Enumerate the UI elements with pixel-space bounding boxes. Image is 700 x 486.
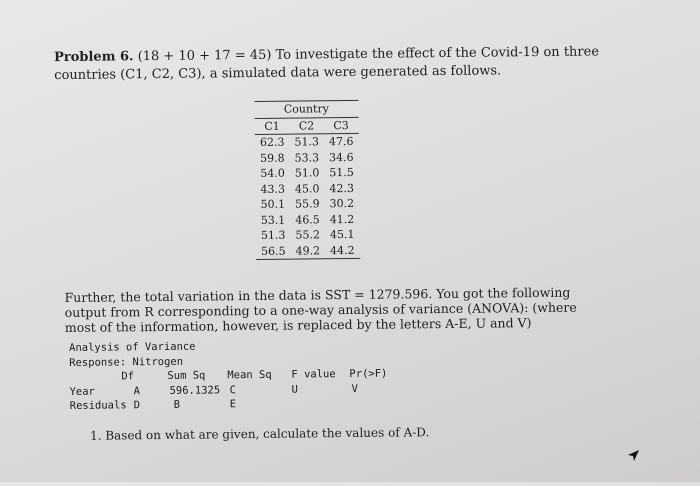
anova-title: Analysis of Variance: [69, 340, 196, 356]
mouse-pointer-icon: [626, 448, 640, 467]
year-df: A: [133, 384, 139, 399]
table-cell: 30.2: [325, 196, 360, 212]
table-cell: 55.9: [290, 196, 325, 212]
table-row: [255, 133, 359, 150]
table-cell: 53.1: [256, 212, 291, 228]
further-paragraph: Further, the total variation in the data is SST = 1279.596. You got the following output from R corresponding to a one-way analysis of variance (ANOVA): (where most of the information, however, is replaced by the letters A-E, U and V): [64, 284, 604, 335]
table-cell: 56.5: [256, 243, 291, 259]
header-pr: Pr(>F): [349, 367, 387, 382]
table-cell: 62.3: [255, 134, 290, 150]
anova-output: [69, 341, 70, 413]
table-cell: 49.2: [291, 243, 326, 259]
table-row: [256, 227, 360, 244]
table-cell: 51.3: [256, 228, 291, 244]
problem-intro: (18 + 10 + 17 = 45) To investigate the effect of the Covid-19 on three countries (C1, C2, C3), a simulated data were generated as follows.: [54, 44, 599, 83]
year-pr: V: [351, 381, 357, 396]
header-sum-sq: Sum Sq: [167, 369, 205, 384]
year-f-value: U: [291, 382, 297, 397]
header-f-value: F value: [291, 367, 335, 382]
question-1: 1. Based on what are given, calculate the values of A-D.: [90, 425, 429, 443]
column-header-c1: C1: [255, 118, 290, 135]
residuals-mean-sq: E: [230, 397, 236, 412]
table-row: [255, 165, 359, 182]
table-cell: 55.2: [290, 227, 325, 243]
table-row: [256, 242, 360, 259]
table-row: [255, 149, 359, 166]
residuals-label: Residuals: [70, 398, 127, 413]
table-cell: 41.2: [325, 211, 360, 227]
table-row: [255, 180, 359, 197]
country-data-table: [255, 100, 360, 260]
header-mean-sq: Mean Sq: [227, 368, 271, 383]
table-group-header: Country: [255, 100, 359, 118]
table-row: [256, 211, 360, 228]
problem-label: Problem 6.: [54, 49, 134, 65]
table-cell: 59.8: [255, 150, 290, 166]
table-cell: 45.1: [325, 227, 360, 243]
table-cell: 46.5: [290, 212, 325, 228]
table-cell: 51.0: [290, 165, 325, 181]
table-row: [256, 196, 360, 213]
column-header-c3: C3: [324, 117, 359, 134]
table-cell: 44.2: [325, 242, 360, 258]
anova-response: Response: Nitrogen: [69, 354, 183, 370]
residuals-df: D: [134, 398, 140, 413]
year-mean-sq: C: [229, 383, 235, 398]
residuals-sum-sq: B: [174, 398, 180, 413]
problem-statement: [54, 43, 614, 85]
table-cell: 51.5: [324, 165, 359, 181]
table-cell: 53.3: [290, 150, 325, 166]
column-header-c2: C2: [289, 117, 324, 134]
table-cell: 42.3: [324, 180, 359, 196]
year-label: Year: [69, 384, 94, 399]
header-df: Df: [121, 369, 134, 384]
table-cell: 54.0: [255, 166, 290, 182]
table-cell: 43.3: [255, 181, 290, 197]
table-cell: 51.3: [289, 134, 324, 150]
table-cell: 50.1: [256, 197, 291, 213]
year-sum-sq: 596.1325: [169, 383, 220, 398]
table-cell: 47.6: [324, 133, 359, 149]
table-cell: 34.6: [324, 149, 359, 165]
table-cell: 45.0: [290, 181, 325, 197]
